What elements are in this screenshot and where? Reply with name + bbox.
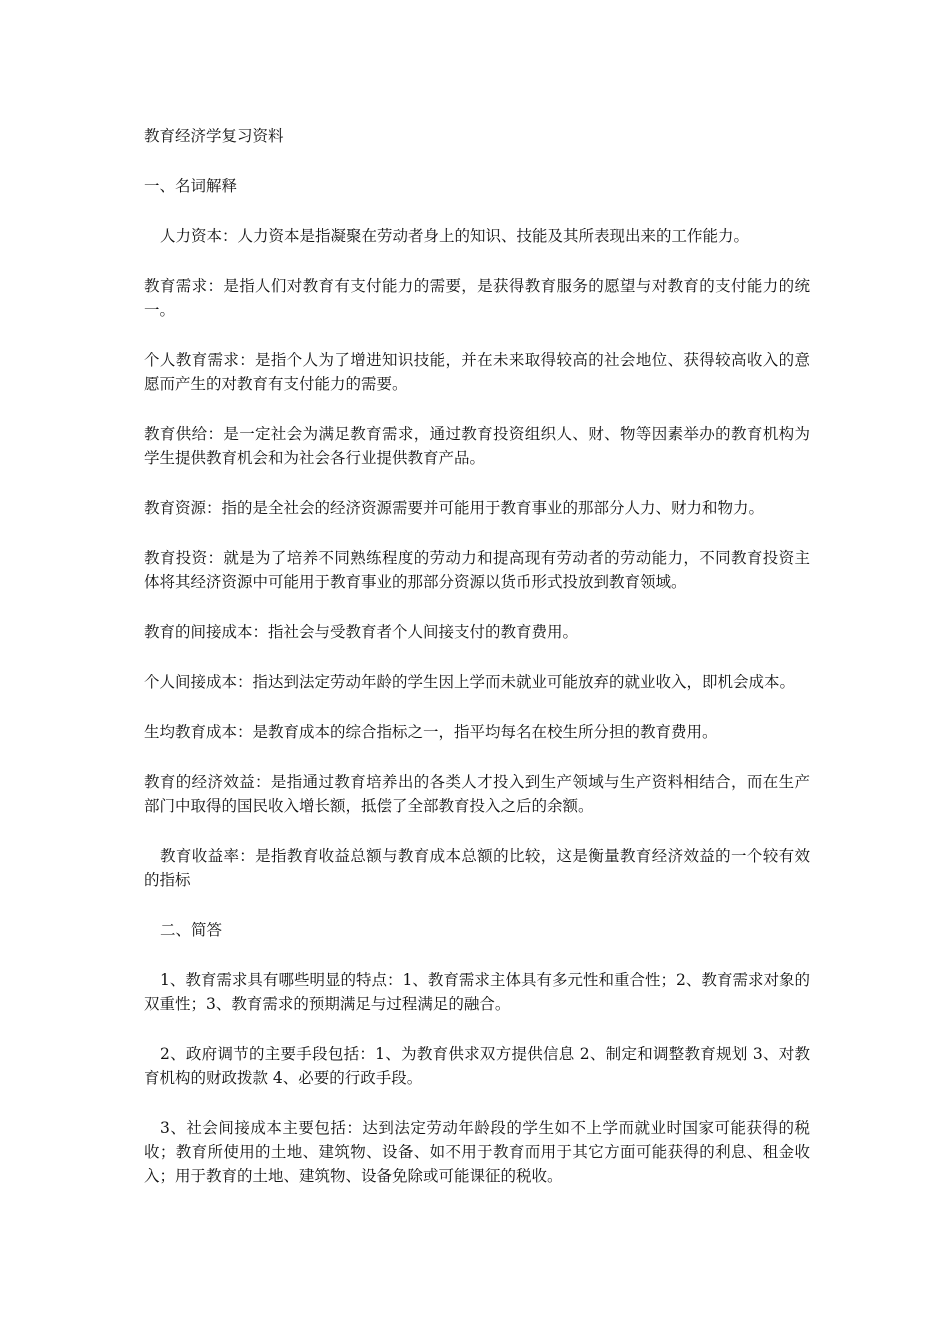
document-title: 教育经济学复习资料 (144, 127, 284, 145)
term-education-resources: 教育资源：指的是全社会的经济资源需要并可能用于教育事业的那部分人力、财力和物力。 (144, 499, 765, 517)
document-body (144, 124, 810, 1214)
term-education-demand: 教育需求：是指人们对教育有支付能力的需要，是获得教育服务的愿望与对教育的支付能力的统一。 (144, 277, 810, 319)
term-education-investment: 教育投资：就是为了培养不同熟练程度的劳动力和提高现有劳动者的劳动能力，不同教育投资主体将其经济资源中可能用于教育事业的那部分资源以货币形式投放到教育领域。 (144, 549, 810, 591)
term-per-student-cost: 生均教育成本：是教育成本的综合指标之一，指平均每名在校生所分担的教育费用。 (144, 723, 718, 741)
answer-government-regulation: 2、政府调节的主要手段包括：1、为教育供求双方提供信息 2、制定和调整教育规划 3、对教育机构的财政拨款 4、必要的行政手段。 (144, 1045, 810, 1087)
term-human-capital: 人力资本：人力资本是指凝聚在劳动者身上的知识、技能及其所表现出来的工作能力。 (160, 227, 750, 245)
term-individual-indirect-cost: 个人间接成本：指达到法定劳动年龄的学生因上学而未就业可能放弃的就业收入，即机会成本。 (144, 673, 796, 691)
section-heading-short-answer: 二、简答 (160, 921, 223, 939)
term-education-supply: 教育供给：是一定社会为满足教育需求，通过教育投资组织人、财、物等因素举办的教育机构为学生提供教育机会和为社会各行业提供教育产品。 (144, 425, 810, 467)
answer-social-indirect-cost: 3、社会间接成本主要包括：达到法定劳动年龄段的学生如不上学而就业时国家可能获得的税收；教育所使用的土地、建筑物、设备、如不用于教育而用于其它方面可能获得的利息、租金收入；用于教育的土地、建筑物、设备免除或可能课征的税收。 (144, 1119, 810, 1185)
term-indirect-cost: 教育的间接成本：指社会与受教育者个人间接支付的教育费用。 (144, 623, 579, 641)
answer-demand-features: 1、教育需求具有哪些明显的特点：1、教育需求主体具有多元性和重合性；2、教育需求对象的双重性；3、教育需求的预期满足与过程满足的融合。 (144, 971, 810, 1013)
section-heading-terms: 一、名词解释 (144, 177, 238, 195)
term-individual-education-demand: 个人教育需求：是指个人为了增进知识技能，并在未来取得较高的社会地位、获得较高收入的意愿而产生的对教育有支付能力的需要。 (144, 351, 810, 393)
term-economic-benefit: 教育的经济效益：是指通过教育培养出的各类人才投入到生产领域与生产资料相结合，而在生产部门中取得的国民收入增长额，抵偿了全部教育投入之后的余额。 (144, 773, 810, 815)
term-rate-of-return: 教育收益率：是指教育收益总额与教育成本总额的比较，这是衡量教育经济效益的一个较有效的指标 (144, 847, 810, 889)
